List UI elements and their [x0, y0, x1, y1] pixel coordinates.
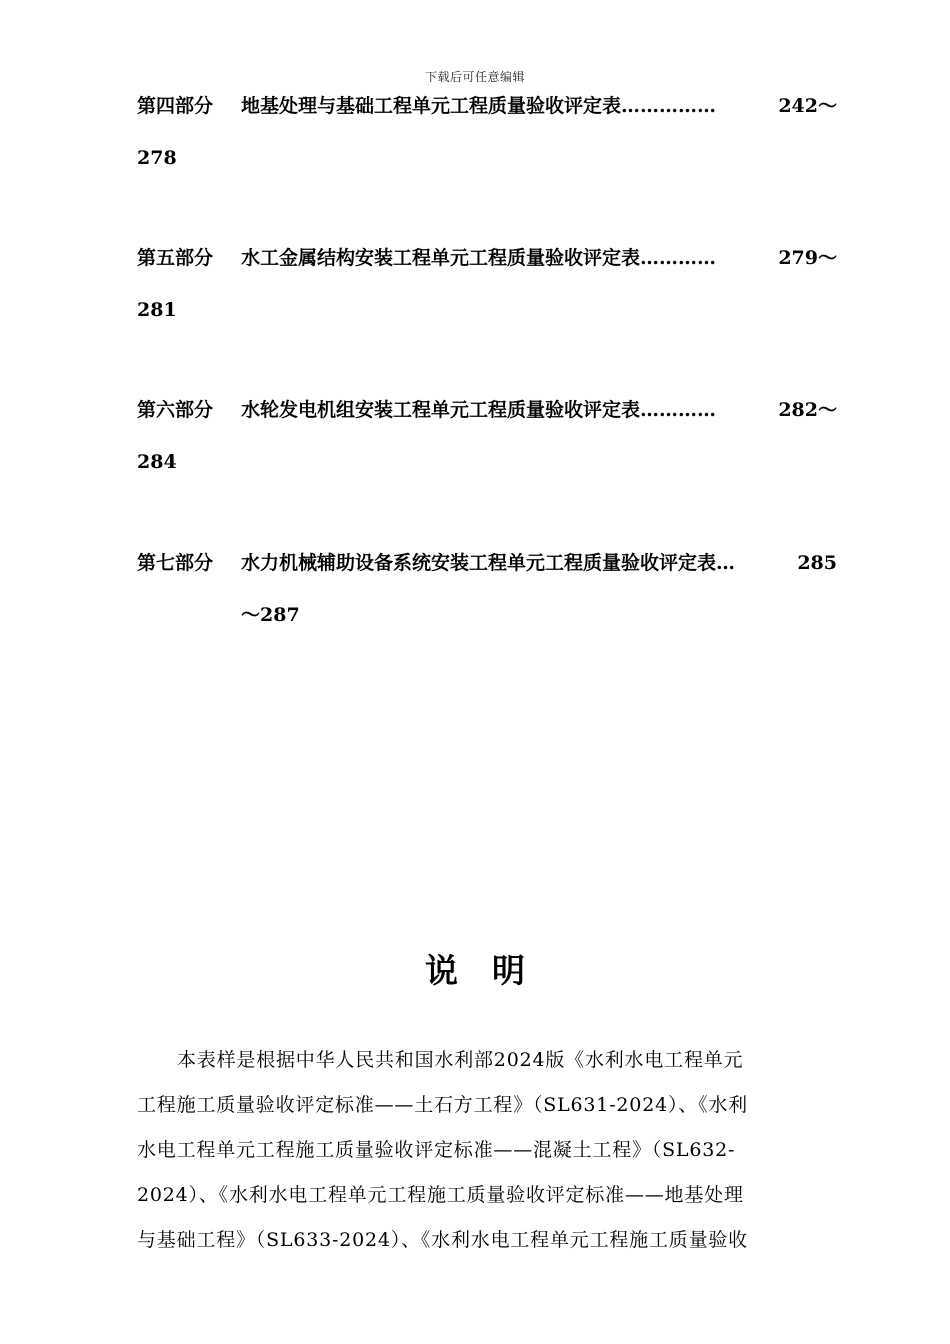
toc-page-range: 279～ [778, 247, 837, 269]
toc-part-label: 第六部分 [137, 399, 214, 421]
body-line: 与基础工程》（SL633-2024）、《水利水电工程单元工程施工质量验收 [137, 1229, 748, 1251]
section-title: 说明 [425, 951, 559, 990]
section-body [137, 1038, 837, 1263]
toc-part-label: 第四部分 [137, 95, 214, 117]
toc-line [137, 232, 837, 284]
toc-page-continuation: 281 [137, 299, 177, 321]
body-line: 水电工程单元工程施工质量验收评定标准——混凝土工程》（SL632- [137, 1139, 736, 1161]
header-note: 下载后可任意编辑 [424, 70, 525, 84]
toc-title: 地基处理与基础工程单元工程质量验收评定表…………… [241, 95, 717, 117]
toc-title: 水轮发电机组安装工程单元工程质量验收评定表………… [241, 399, 717, 421]
toc-title: 水工金属结构安装工程单元工程质量验收评定表………… [241, 247, 717, 269]
toc-page-continuation: 284 [137, 451, 177, 473]
toc-entry-part-7 [137, 537, 837, 641]
toc-part-label: 第五部分 [137, 247, 214, 269]
toc-page-continuation: 278 [137, 147, 177, 169]
toc-line [137, 537, 837, 589]
toc-line [137, 384, 837, 436]
body-line: 本表样是根据中华人民共和国水利部2024版《水利水电工程单元 [177, 1049, 744, 1071]
body-line: 工程施工质量验收评定标准——土石方工程》（SL631-2024）、《水利 [137, 1094, 748, 1116]
toc-page-range: 285 [797, 552, 837, 574]
body-line: 2024）、《水利水电工程单元工程施工质量验收评定标准——地基处理 [137, 1184, 744, 1206]
toc-part-label: 第七部分 [137, 552, 214, 574]
toc-page-range: 282～ [778, 399, 837, 421]
toc-page-continuation: ～287 [241, 604, 300, 626]
toc-entry-part-5 [137, 232, 837, 336]
toc-page-range: 242～ [778, 95, 837, 117]
toc-title: 水力机械辅助设备系统安装工程单元工程质量验收评定表… [241, 552, 736, 574]
toc-entry-part-4 [137, 80, 837, 184]
toc-entry-part-6 [137, 384, 837, 488]
toc-line [137, 80, 837, 132]
